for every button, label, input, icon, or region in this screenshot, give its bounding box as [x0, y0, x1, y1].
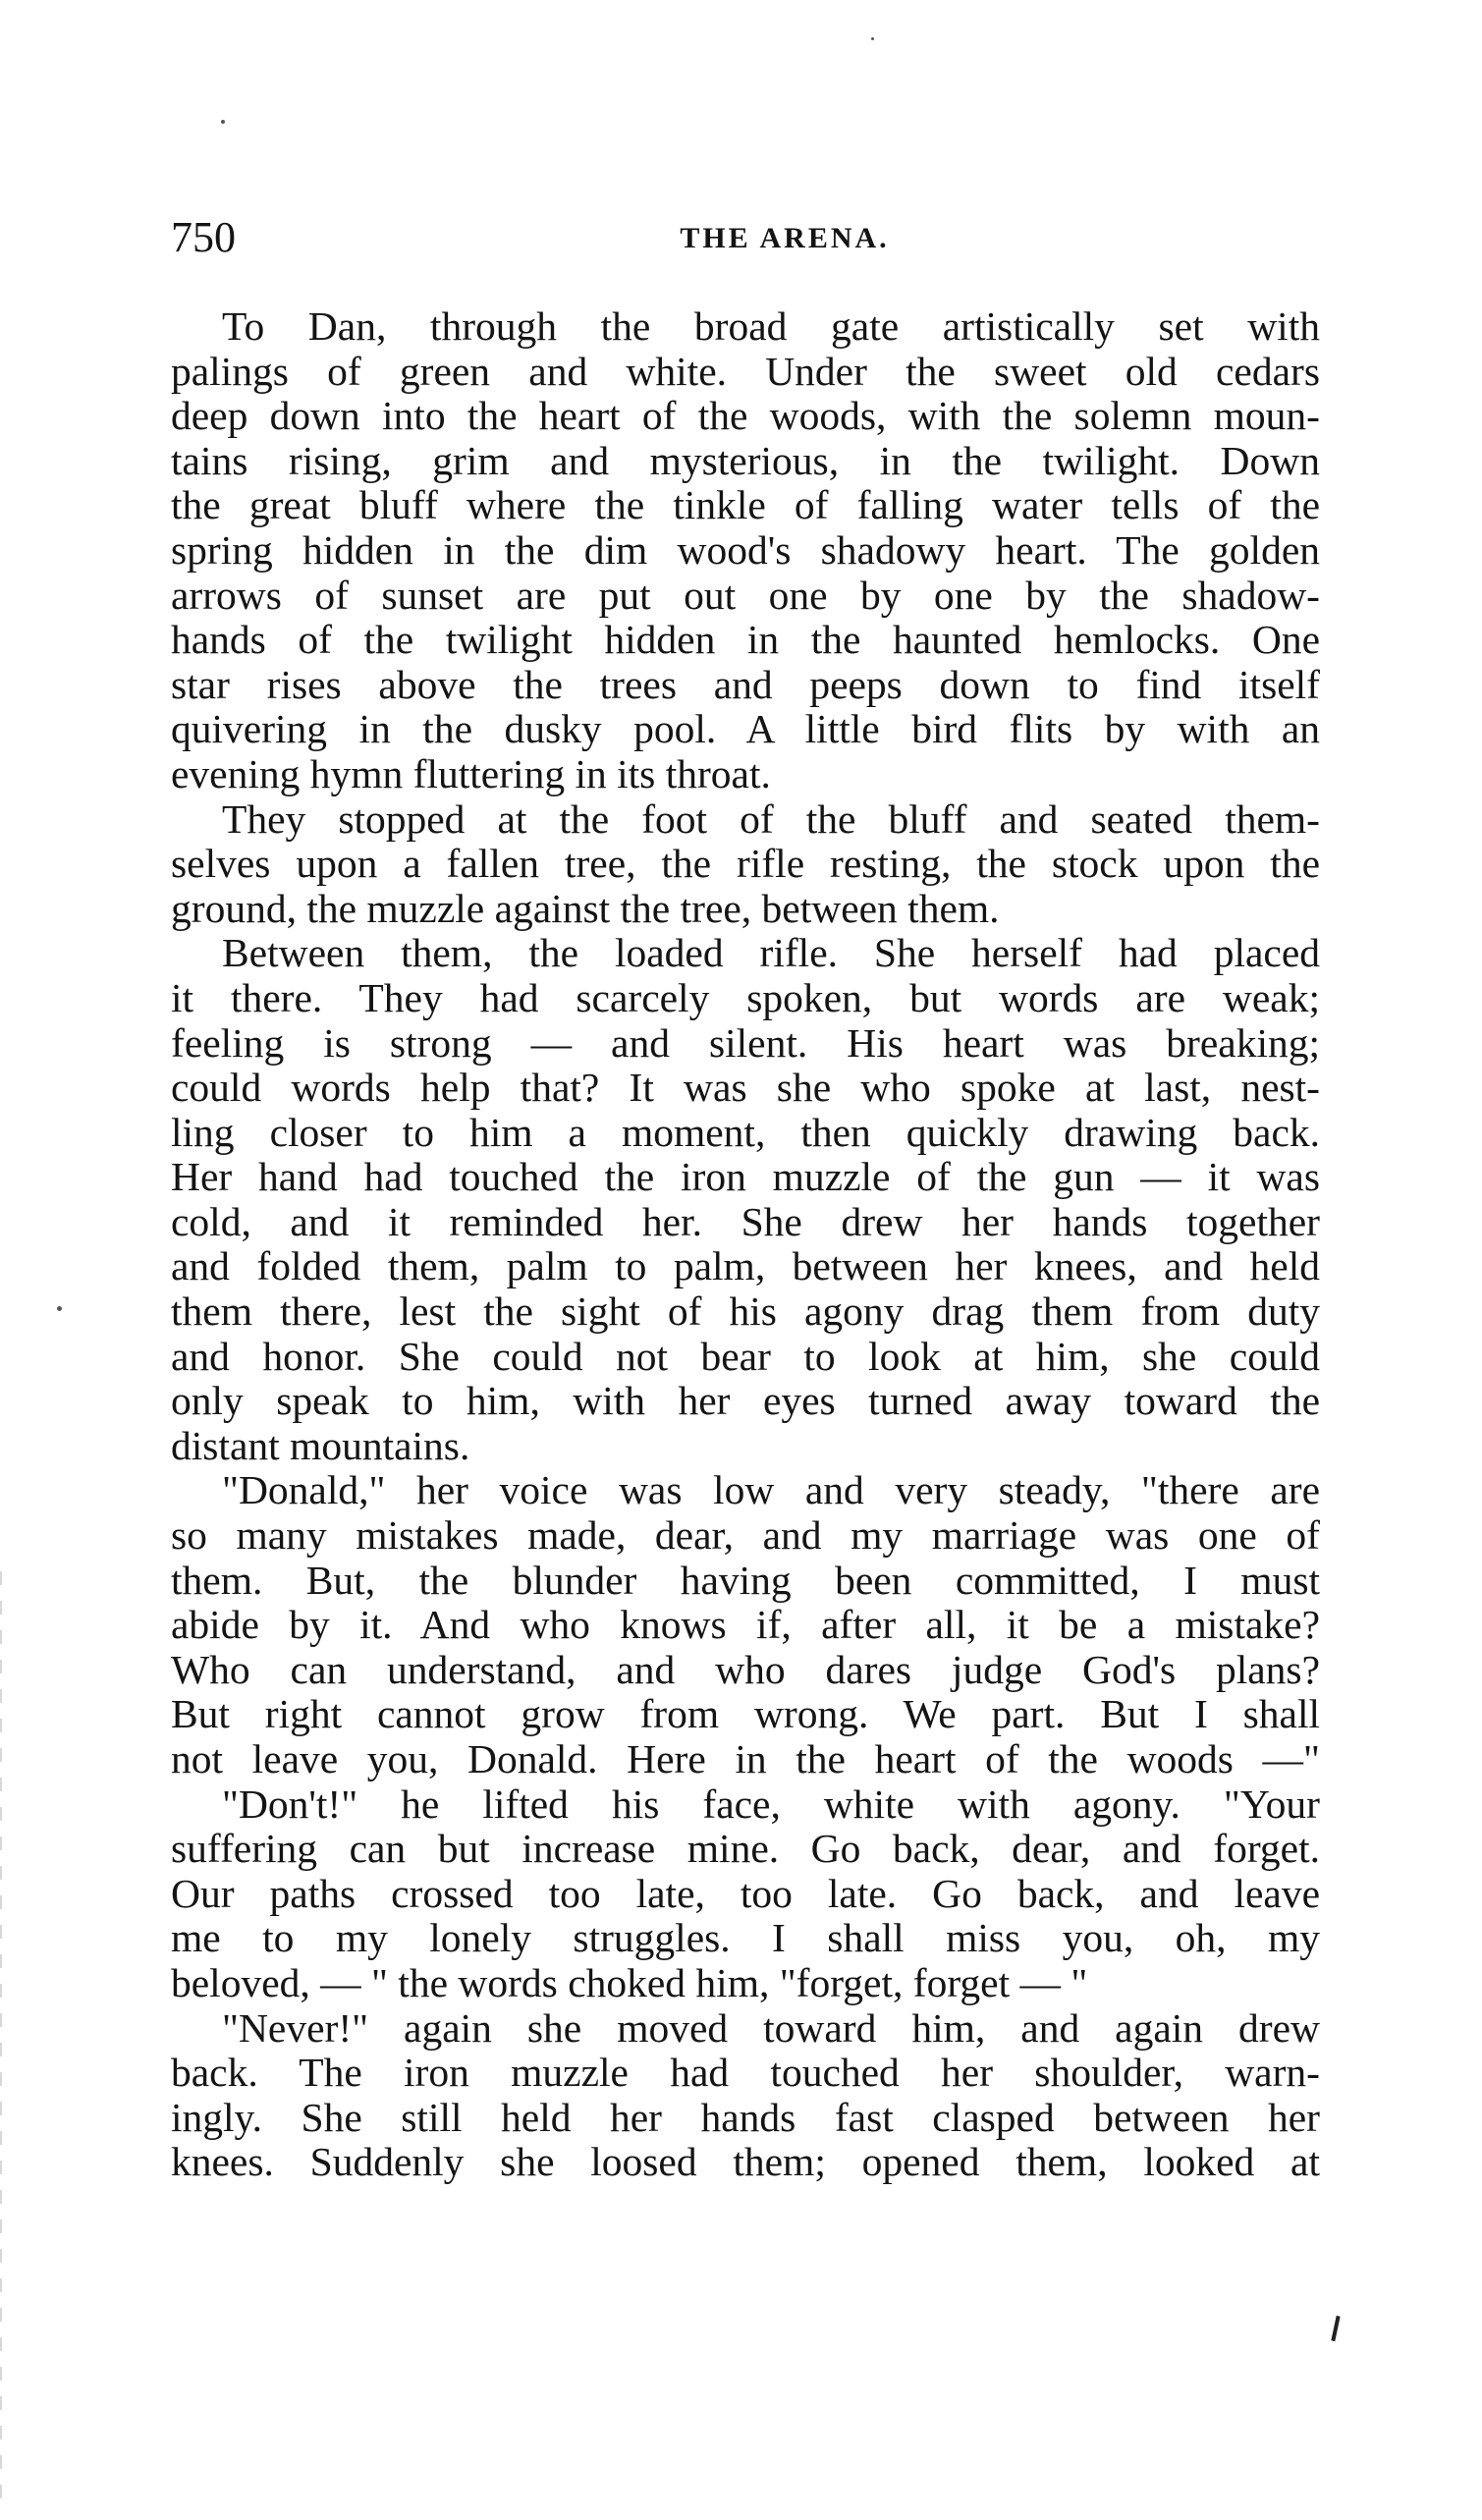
text-line: distant mountains.	[171, 1422, 470, 1468]
text-line: not leave you, Donald. Here in the heart of the woods —"	[171, 1736, 1320, 1781]
body-text	[171, 304, 1320, 2185]
page-edge-shadow	[0, 1571, 2, 2514]
text-line: knees. Suddenly she loosed them; opened them, looked at	[171, 2139, 1320, 2185]
text-line: ling closer to him a moment, then quickly drawing back.	[171, 1109, 1320, 1155]
text-line: evening hymn fluttering in its throat.	[171, 750, 771, 796]
dust-speck	[871, 37, 874, 40]
text-line: selves upon a fallen tree, the rifle resting, the stock upon the	[171, 841, 1320, 887]
text-line: quivering in the dusky pool. A little bird flits by with an	[171, 706, 1320, 752]
text-line: But right cannot grow from wrong. We part. But I shall	[171, 1691, 1320, 1737]
text-line: could words help that? It was she who spoke at last, nest-	[171, 1065, 1320, 1111]
text-line: cold, and it reminded her. She drew her hands together	[171, 1198, 1320, 1244]
text-line: deep down into the heart of the woods, with the solemn moun-	[171, 393, 1320, 439]
stray-mark	[1331, 2316, 1340, 2341]
text-line: They stopped at the foot of the bluff and seated them-	[222, 795, 1320, 842]
text-line: arrows of sunset are put out one by one by the shadow-	[171, 572, 1320, 618]
text-line: abide by it. And who knows if, after all, it be a mistake?	[171, 1602, 1320, 1648]
dust-speck	[57, 1306, 62, 1311]
text-line: and honor. She could not bear to look at him, she could	[171, 1333, 1320, 1379]
text-line: Who can understand, and who dares judge God's plans?	[171, 1646, 1320, 1692]
text-line: tains rising, grim and mysterious, in the twilight. Down	[171, 437, 1320, 483]
text-line: star rises above the trees and peeps down to find itself	[171, 661, 1320, 707]
text-line: the great bluff where the tinkle of falling water tells of the	[171, 482, 1320, 528]
text-line: it there. They had scarcely spoken, but words are weak;	[171, 974, 1320, 1020]
text-line: Her hand had touched the iron muzzle of the gun — it was	[171, 1154, 1320, 1200]
text-line: beloved, — " the words choked him, "forget, forget — "	[171, 1959, 1088, 2005]
page-number: 750	[171, 213, 236, 261]
page-header	[171, 208, 1320, 267]
text-line: back. The iron muzzle had touched her shoulder, warn-	[171, 2050, 1320, 2096]
text-line: spring hidden in the dim wood's shadowy heart. The golden	[171, 526, 1320, 573]
text-line: them. But, the blunder having been committed, I must	[171, 1557, 1320, 1603]
text-line: "Don't!" he lifted his face, white with agony. "Your	[222, 1780, 1320, 1827]
text-line: hands of the twilight hidden in the haunted hemlocks. One	[171, 617, 1320, 663]
text-line: ingly. She still held her hands fast clasped between her	[171, 2094, 1320, 2140]
text-line: palings of green and white. Under the sweet old cedars	[171, 348, 1320, 394]
text-line: me to my lonely struggles. I shall miss you, oh, my	[171, 1915, 1320, 1961]
running-head: THE ARENA.	[680, 222, 890, 254]
text-line: suffering can but increase mine. Go back, dear, and forget.	[171, 1826, 1320, 1872]
text-line: and folded them, palm to palm, between her knees, and held	[171, 1243, 1320, 1289]
text-line: them there, lest the sight of his agony drag them from duty	[171, 1288, 1320, 1335]
text-line: so many mistakes made, dear, and my marriage was one of	[171, 1512, 1320, 1559]
text-line: To Dan, through the broad gate artistically set with	[222, 303, 1320, 349]
text-line: "Never!" again she moved toward him, and again drew	[222, 2004, 1320, 2051]
dust-speck	[221, 120, 225, 124]
text-line: feeling is strong — and silent. His heart was breaking;	[171, 1019, 1320, 1066]
text-line: only speak to him, with her eyes turned away toward the	[171, 1378, 1320, 1424]
text-line: Our paths crossed too late, too late. Go back, and leave	[171, 1870, 1320, 1916]
text-line: Between them, the loaded rifle. She herself had placed	[222, 930, 1320, 976]
text-line: "Donald," her voice was low and very steady, "there are	[222, 1467, 1320, 1513]
text-line: ground, the muzzle against the tree, between them.	[171, 885, 1000, 931]
